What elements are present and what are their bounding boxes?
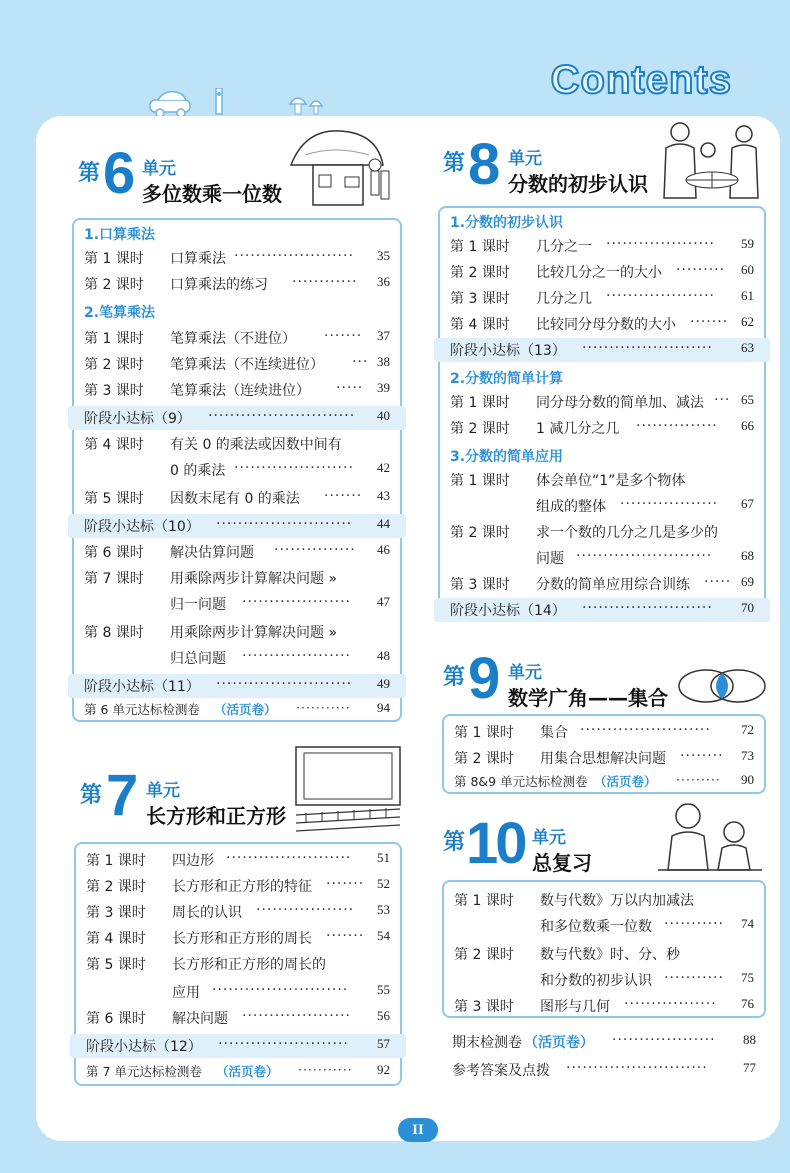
unit-title: 分数的初步认识 [508,172,648,196]
toc-row[interactable]: 第 1 课时 笔算乘法（不进位） ······· 37 [84,328,390,347]
toc-row[interactable]: 第 3 课时 图形与几何 ················· 76 [454,996,754,1015]
toc-row[interactable]: 第 2 课时 用集合思想解决问题 ········ 73 [454,748,754,767]
toc-row[interactable]: 第 3 课时 笔算乘法（连续进位） ····· 39 [84,380,390,399]
toc-row-test[interactable]: 第 8&9 单元达标检测卷 （活页卷） ········· 90 [454,772,754,789]
toc-row[interactable]: 第 1 课时 同分母分数的简单加、减法 ··· 65 [450,392,754,411]
toc-row-test[interactable]: 第 7 单元达标检测卷 （活页卷） ··········· 92 [86,1062,390,1079]
toc-row[interactable]: 第 3 课时 周长的认识 ·················· 53 [86,902,390,921]
toc-row[interactable]: 第 1 课时 集合 ························ 72 [454,722,754,741]
toc-row[interactable]: 第 7 课时 用乘除两步计算解决问题 » [84,571,338,587]
section-heading: 2.笔算乘法 [84,305,156,321]
toc-row[interactable]: 第 1 课时 口算乘法 ······················ 35 [84,248,390,267]
toc-row[interactable]: 应用 ························· 55 [172,982,390,1001]
toc-row[interactable]: 第 8 课时 用乘除两步计算解决问题 » [84,625,338,641]
toc-row[interactable]: 第 6 课时 解决问题 ···················· 56 [86,1008,390,1027]
toc-row[interactable]: 第 2 课时 求一个数的几分之几是多少的 [450,525,718,541]
toc-row[interactable]: 第 4 课时 比较同分母分数的大小 ······· 62 [450,314,754,333]
toc-row[interactable]: 第 2 课时 1 减几分之几 ··············· 66 [450,418,754,437]
toc-row[interactable]: 归一问题 ···················· 47 [170,594,390,613]
unit-number: 6 [103,141,136,206]
toc-row[interactable]: 第 3 课时 几分之几 ···················· 61 [450,288,754,307]
unit-7-toc-box [74,842,402,1086]
unit-number: 10 [466,811,525,876]
toc-row-checkpoint[interactable]: 阶段小达标（12） ························ 57 [86,1036,390,1055]
toc-row[interactable]: 第 2 课时 比较几分之一的大小 ········· 60 [450,262,754,281]
unit-10-toc-box [442,880,766,1018]
toc-row[interactable]: 第 2 课时 口算乘法的练习 ············ 36 [84,274,390,293]
toc-row[interactable]: 和多位数乘一位数 ··········· 74 [540,916,754,935]
section-heading: 1.分数的初步认识 [450,215,564,231]
page-number: II [398,1118,438,1142]
unit-6-toc-box [72,218,402,722]
family-fraction-illustration-icon [652,118,764,206]
toc-row[interactable]: 第 1 课时 数与代数》万以内加减法 [454,893,694,909]
toc-row[interactable]: 第 1 课时 四边形 ······················· 51 [86,850,390,869]
unit-prefix: 第 [443,830,466,855]
unit-title: 多位数乘一位数 [142,182,282,206]
toc-row[interactable]: 归总问题 ···················· 48 [170,648,390,667]
unit-prefix: 第 [443,151,466,176]
toc-row[interactable]: 第 4 课时 长方形和正方形的周长 ······· 54 [86,928,390,947]
toc-row[interactable]: 第 6 课时 解决估算问题 ··············· 46 [84,542,390,561]
unit-number: 7 [106,763,139,828]
toc-row[interactable]: 第 2 课时 长方形和正方形的特征 ······· 52 [86,876,390,895]
toc-row[interactable]: 组成的整体 ·················· 67 [536,496,754,515]
toc-row[interactable]: 和分数的初步认识 ··········· 75 [540,970,754,989]
unit-label: 单元 [508,663,542,683]
unit-title: 数学广角——集合 [508,686,668,710]
unit-label: 单元 [532,828,566,848]
toc-row-test[interactable]: 第 6 单元达标检测卷 （活页卷） ··········· 94 [84,700,390,717]
mushroom-house-illustration-icon [285,125,395,213]
toc-row[interactable]: 第 1 课时 体会单位“1”是多个物体 [450,473,686,489]
toc-row-checkpoint[interactable]: 阶段小达标（9） ··························· 40 [84,408,390,427]
toc-row-checkpoint[interactable]: 阶段小达标（11） ························· 49 [84,676,390,695]
unit-label: 单元 [146,781,180,801]
venn-diagram-icon [676,666,768,706]
toc-row[interactable]: 0 的乘法 ······················ 42 [170,460,390,479]
toc-row[interactable]: 第 4 课时 有关 0 的乘法或因数中间有 [84,437,342,453]
unit-title: 长方形和正方形 [146,804,286,828]
final-exam-row[interactable]: 期末检测卷 （活页卷） ··················· 88 [452,1032,756,1051]
toc-row[interactable]: 第 2 课时 数与代数》时、分、秒 [454,947,680,963]
toc-row[interactable]: 第 1 课时 几分之一 ···················· 59 [450,236,754,255]
unit-title: 总复习 [532,851,592,875]
toc-row[interactable]: 第 5 课时 因数末尾有 0 的乘法 ······· 43 [84,488,390,507]
cinema-screen-illustration-icon [292,745,404,837]
answers-row[interactable]: 参考答案及点拨 ·························· 77 [452,1060,756,1079]
unit-prefix: 第 [443,665,466,690]
toc-row[interactable]: 第 5 课时 长方形和正方形的周长的 [86,957,326,973]
unit-label: 单元 [142,159,176,179]
toc-row-checkpoint[interactable]: 阶段小达标（10） ························· 44 [84,516,390,535]
unit-prefix: 第 [78,161,101,186]
unit-prefix: 第 [80,783,103,808]
toc-row[interactable]: 第 2 课时 笔算乘法（不连续进位） ··· 38 [84,354,390,373]
toc-row-checkpoint[interactable]: 阶段小达标（13） ························ 63 [450,340,754,359]
section-heading: 3.分数的简单应用 [450,449,564,465]
teacher-student-illustration-icon [652,798,764,874]
section-heading: 1.口算乘法 [84,227,156,243]
unit-label: 单元 [508,149,542,169]
unit-8-toc-box [438,206,766,622]
toc-row[interactable]: 第 3 课时 分数的简单应用综合训练 ····· 69 [450,574,754,593]
section-heading: 2.分数的简单计算 [450,371,564,387]
toc-row[interactable]: 问题 ························· 68 [536,548,754,567]
unit-number: 9 [468,646,501,711]
unit-9-toc-box [442,714,766,794]
unit-number: 8 [468,132,501,197]
contents-title: Contents [550,58,732,102]
toc-row-checkpoint[interactable]: 阶段小达标（14） ························ 70 [450,600,754,619]
